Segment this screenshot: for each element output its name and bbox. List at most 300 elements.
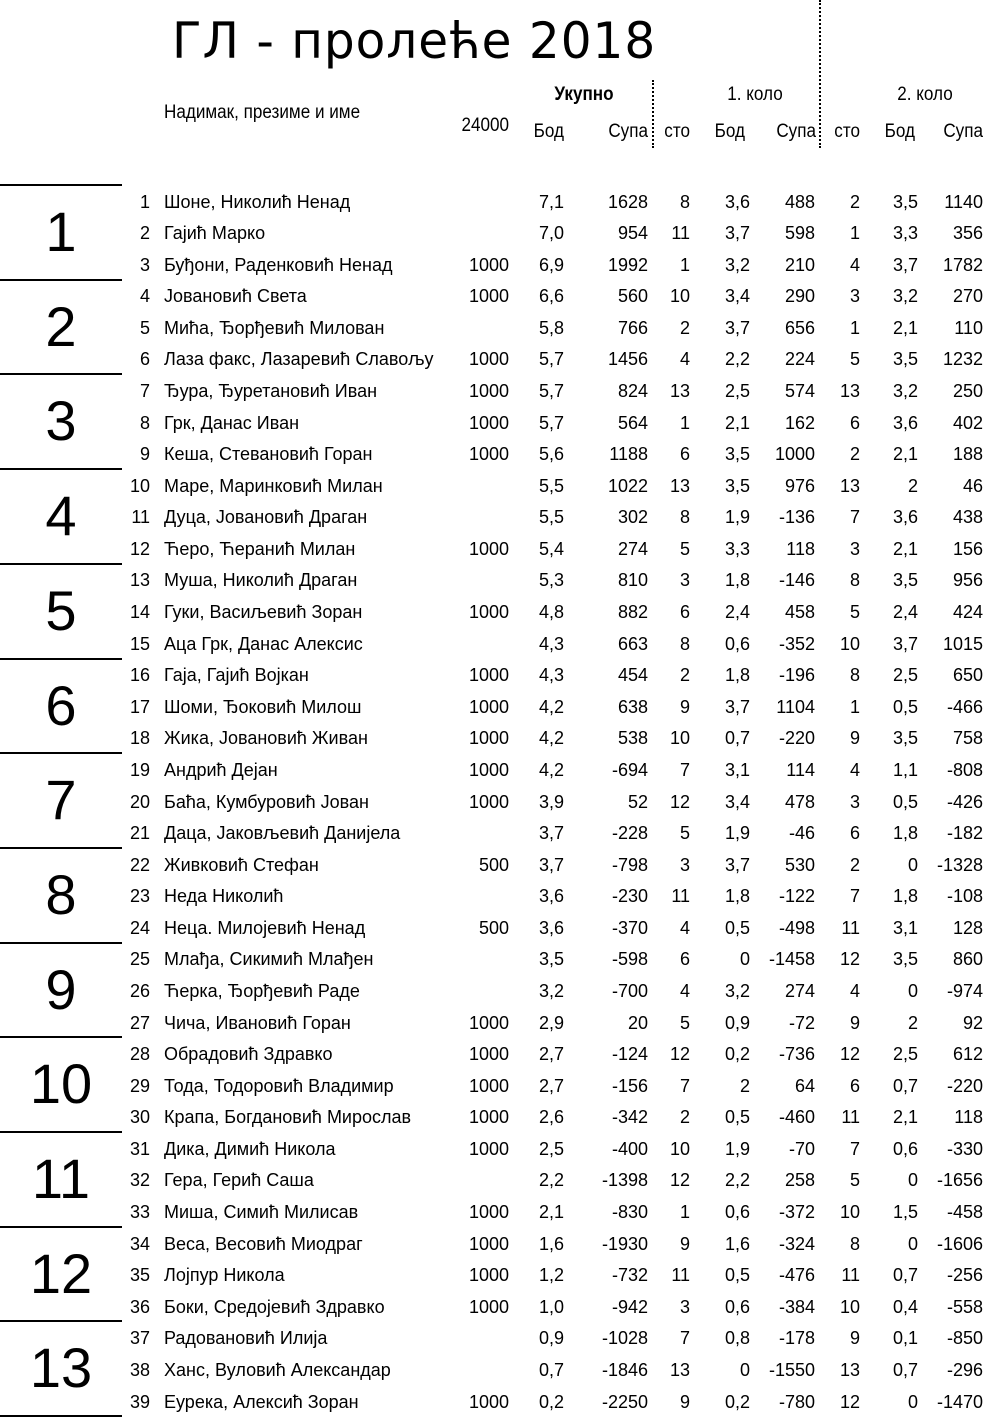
round1-points: 3,4 (724, 791, 750, 812)
round1-points: 2 (739, 1075, 750, 1096)
round2-soup: -808 (946, 759, 983, 780)
total-points: 6,6 (538, 286, 564, 307)
round2-table: 8 (849, 665, 860, 686)
total-soup: -1930 (601, 1233, 648, 1254)
header-round1-soup: Супа (776, 121, 816, 142)
round2-table: 11 (841, 1107, 860, 1128)
player-name: Јовановић Света (164, 286, 307, 307)
row-number: 29 (129, 1075, 150, 1096)
round1-soup: 64 (794, 1075, 815, 1096)
round1-soup: 210 (784, 254, 815, 275)
table-row (0, 439, 1001, 471)
round2-points: 3,3 (892, 223, 918, 244)
header-total-points: Бод (533, 121, 564, 142)
row-number: 38 (129, 1359, 150, 1380)
round2-points: 2,5 (892, 1044, 918, 1065)
round2-soup: -558 (946, 1296, 983, 1317)
round1-points: 1,6 (724, 1233, 750, 1254)
round2-table: 8 (849, 1233, 860, 1254)
round1-table: 13 (669, 475, 690, 496)
round1-points: 0,5 (724, 917, 750, 938)
total-points: 1,0 (538, 1296, 564, 1317)
page-title: ГЛ - пролеће 2018 (172, 12, 657, 70)
round2-table: 1 (849, 696, 860, 717)
row-number: 21 (129, 823, 150, 844)
total-points: 5,8 (538, 317, 564, 338)
player-name: Млађа, Сикимић Млађен (164, 949, 374, 970)
round2-table: 8 (849, 570, 860, 591)
round2-points: 2,1 (892, 1107, 918, 1128)
round2-points: 0,6 (892, 1138, 918, 1159)
player-name: Ћеро, Ћеранић Милан (164, 538, 356, 559)
round1-table: 7 (679, 759, 690, 780)
round1-table: 6 (679, 602, 690, 623)
total-points: 5,7 (538, 349, 564, 370)
round1-soup: -352 (778, 633, 815, 654)
row-number: 31 (129, 1138, 150, 1159)
round1-table: 11 (671, 886, 690, 907)
row-number: 39 (129, 1391, 150, 1412)
round2-points: 0 (907, 981, 918, 1001)
row-number: 3 (139, 254, 150, 275)
round1-table: 12 (669, 791, 690, 812)
round1-table: 1 (679, 412, 690, 433)
player-name: Гајић Марко (164, 223, 266, 244)
total-soup: -598 (611, 949, 648, 970)
total-points: 0,9 (538, 1328, 564, 1349)
round2-table: 2 (849, 444, 860, 465)
total-soup: 882 (617, 602, 648, 623)
round2-points: 1,8 (892, 886, 918, 907)
round2-soup: -1656 (936, 1170, 983, 1191)
row-number: 17 (129, 696, 150, 717)
table-row (0, 944, 1001, 976)
round2-soup: 758 (952, 728, 983, 749)
row-number: 14 (129, 602, 150, 623)
player-name: Баћа, Кумбуровић Јован (164, 791, 369, 812)
player-name: Андрић Дејан (164, 759, 278, 780)
total-soup: -700 (611, 981, 648, 1001)
round1-soup: 290 (784, 286, 815, 307)
total-points: 3,7 (538, 854, 564, 875)
total-points: 5,7 (538, 380, 564, 401)
total-soup: -798 (611, 854, 648, 875)
round1-table: 8 (679, 191, 690, 212)
row-number: 25 (129, 949, 150, 970)
table-row (0, 565, 1001, 597)
round2-soup: -426 (946, 791, 983, 812)
round2-table: 12 (839, 1391, 860, 1412)
total-soup: 824 (617, 380, 648, 401)
round1-table: 4 (679, 981, 690, 1001)
round2-soup: 250 (952, 380, 983, 401)
total-soup: 1456 (607, 349, 648, 370)
header-round2-points: Бод (884, 121, 915, 142)
round1-table: 5 (679, 823, 690, 844)
table-group-number: 11 (31, 1147, 91, 1210)
table-row (0, 344, 1001, 376)
round1-soup: 488 (784, 191, 815, 212)
round1-soup: -498 (778, 917, 815, 938)
entry-fee: 1000 (468, 602, 509, 623)
round2-soup: -974 (946, 981, 983, 1001)
entry-fee: 1000 (468, 791, 509, 812)
round2-table: 1 (849, 223, 860, 244)
table-row (0, 1102, 1001, 1134)
total-soup: 1992 (607, 254, 648, 275)
total-points: 4,2 (538, 696, 564, 717)
round1-points: 3,2 (724, 981, 750, 1001)
round1-table: 1 (679, 1202, 690, 1223)
round1-table: 4 (679, 349, 690, 370)
round2-points: 3,2 (892, 380, 918, 401)
row-number: 5 (139, 317, 150, 338)
table-row (0, 629, 1001, 661)
total-points: 5,5 (538, 507, 564, 528)
round1-soup: -70 (788, 1138, 815, 1159)
total-soup: -1028 (601, 1328, 648, 1349)
row-number: 12 (129, 538, 150, 559)
round2-table: 7 (849, 886, 860, 907)
round2-table: 7 (849, 507, 860, 528)
table-row (0, 313, 1001, 345)
table-group-number: 2 (45, 294, 77, 358)
round1-soup: -146 (778, 570, 815, 591)
round1-soup: 118 (786, 538, 815, 559)
entry-fee: 1000 (468, 254, 509, 275)
table-row (0, 850, 1001, 882)
round1-soup: 1104 (776, 696, 815, 717)
round2-soup: 356 (952, 223, 983, 244)
table-group-number: 4 (45, 484, 77, 548)
player-name: Дуца, Јовановић Драган (164, 507, 368, 528)
round1-points: 3,7 (724, 223, 750, 244)
round2-points: 1,5 (892, 1202, 918, 1223)
total-points: 3,7 (538, 823, 564, 844)
table-group-number: 9 (45, 957, 77, 1021)
total-points: 2,2 (538, 1170, 564, 1191)
total-points: 4,3 (538, 665, 564, 686)
round1-points: 0,7 (724, 728, 750, 749)
entry-fee: 1000 (468, 1202, 509, 1223)
round1-table: 2 (679, 665, 690, 686)
player-name: Мића, Ђорђевић Милован (164, 317, 385, 338)
round1-soup: 162 (784, 412, 815, 433)
round2-table: 5 (849, 602, 860, 623)
round1-soup: 114 (786, 759, 815, 780)
round2-table: 4 (849, 254, 860, 275)
total-soup: -942 (611, 1296, 648, 1317)
round1-soup: -372 (778, 1202, 815, 1223)
player-name: Неда Николић (164, 886, 284, 907)
player-name: Ћерка, Ђорђевић Раде (164, 981, 360, 1001)
round2-table: 2 (849, 854, 860, 875)
player-name: Даца, Јаковљевић Данијела (164, 823, 401, 844)
round1-table: 7 (679, 1075, 690, 1096)
player-name: Грк, Данас Иван (164, 412, 300, 433)
total-points: 5,7 (538, 412, 564, 433)
player-name: Гаја, Гајић Војкан (164, 665, 309, 686)
round1-points: 1,8 (724, 570, 750, 591)
table-row (0, 534, 1001, 566)
row-number: 24 (129, 917, 150, 938)
entry-fee: 1000 (468, 380, 509, 401)
round2-soup: -256 (946, 1265, 983, 1286)
round2-points: 3,7 (892, 633, 918, 654)
round1-points: 0,5 (724, 1107, 750, 1128)
round1-points: 0,6 (724, 1296, 750, 1317)
row-number: 8 (139, 412, 150, 433)
total-soup: 638 (617, 696, 648, 717)
player-name: Шоне, Николић Ненад (164, 191, 351, 212)
round2-soup: -296 (946, 1359, 983, 1380)
round2-soup: 1015 (942, 633, 983, 654)
round2-table: 10 (839, 633, 860, 654)
round1-points: 0,8 (724, 1328, 750, 1349)
round1-points: 3,3 (724, 538, 750, 559)
round2-table: 13 (839, 380, 860, 401)
round1-table: 3 (679, 570, 690, 591)
round1-table: 11 (671, 1265, 690, 1286)
row-number: 22 (129, 854, 150, 875)
total-soup: 564 (617, 412, 648, 433)
table-row (0, 408, 1001, 440)
header-round1-table: сто (664, 121, 690, 142)
round2-points: 2,5 (892, 665, 918, 686)
player-name: Неца. Милојевић Ненад (164, 917, 366, 938)
table-row (0, 1229, 1001, 1261)
round1-soup: 478 (784, 791, 815, 812)
round1-points: 1,8 (724, 665, 750, 686)
header-round1-group: 1. коло (727, 84, 783, 105)
table-row (0, 1008, 1001, 1040)
round1-soup: -136 (778, 507, 815, 528)
round1-soup: -1458 (768, 949, 815, 970)
round1-soup: 258 (784, 1170, 815, 1191)
round1-points: 2,5 (724, 380, 750, 401)
round2-table: 9 (849, 728, 860, 749)
round1-soup: -122 (778, 886, 815, 907)
entry-fee: 1000 (468, 759, 509, 780)
table-row (0, 376, 1001, 408)
round2-soup: -1328 (936, 854, 983, 875)
round2-soup: -1606 (936, 1233, 983, 1254)
row-number: 34 (129, 1233, 150, 1254)
round1-soup: -72 (788, 1012, 815, 1033)
table-row (0, 787, 1001, 819)
round2-table: 10 (839, 1296, 860, 1317)
round2-soup: -330 (946, 1138, 983, 1159)
round2-table: 4 (849, 759, 860, 780)
entry-fee: 1000 (468, 1233, 509, 1254)
round2-points: 0,5 (892, 696, 918, 717)
round1-table: 9 (679, 1233, 690, 1254)
player-name: Маре, Маринковић Милан (164, 475, 383, 496)
column-separator-round2 (819, 0, 821, 148)
total-soup: -732 (611, 1265, 648, 1286)
total-points: 3,9 (538, 791, 564, 812)
round2-table: 13 (839, 1359, 860, 1380)
round1-points: 0,5 (724, 1265, 750, 1286)
round2-table: 7 (849, 1138, 860, 1159)
total-soup: 52 (627, 791, 648, 812)
round2-soup: 110 (954, 317, 983, 338)
table-group-number: 1 (45, 200, 77, 263)
table-row (0, 755, 1001, 787)
round2-soup: 438 (952, 507, 983, 528)
round2-table: 3 (849, 538, 860, 559)
row-number: 37 (129, 1328, 150, 1349)
total-soup: -2250 (601, 1391, 648, 1412)
round2-table: 11 (841, 917, 860, 938)
round2-soup: -220 (946, 1075, 983, 1096)
row-number: 20 (129, 791, 150, 812)
round1-points: 3,2 (724, 254, 750, 275)
table-group-number: 8 (45, 862, 77, 926)
round2-soup: 1782 (942, 254, 983, 275)
round1-points: 2,2 (724, 1170, 750, 1191)
round2-points: 3,5 (892, 949, 918, 970)
row-number: 7 (139, 380, 150, 401)
round2-table: 2 (849, 191, 860, 212)
table-row (0, 250, 1001, 282)
entry-fee: 1000 (468, 538, 509, 559)
total-soup: -124 (611, 1044, 648, 1065)
round2-table: 6 (849, 1075, 860, 1096)
row-number: 10 (129, 475, 150, 496)
round2-points: 0 (907, 854, 918, 875)
entry-fee: 1000 (468, 349, 509, 370)
round2-points: 2,4 (892, 602, 918, 623)
round1-soup: 656 (784, 317, 815, 338)
table-group-number: 5 (45, 578, 77, 642)
header-fee-total: 24000 (461, 115, 509, 136)
round2-soup: 188 (952, 444, 983, 465)
round1-soup: -780 (778, 1391, 815, 1412)
table-row (0, 1071, 1001, 1103)
total-points: 2,6 (538, 1107, 564, 1128)
round2-points: 2,1 (892, 444, 918, 465)
player-name: Гуки, Васиљевић Зоран (164, 602, 363, 623)
row-number: 4 (139, 286, 150, 307)
entry-fee: 1000 (468, 728, 509, 749)
round1-points: 0,9 (724, 1012, 750, 1033)
round2-points: 0,7 (892, 1075, 918, 1096)
row-number: 16 (129, 665, 150, 686)
total-soup: -370 (611, 917, 648, 938)
table-group-number: 7 (45, 768, 77, 832)
player-name: Крапа, Богдановић Мирослав (164, 1107, 412, 1128)
round1-points: 3,7 (724, 317, 750, 338)
row-number: 6 (139, 349, 150, 370)
round1-table: 2 (679, 317, 690, 338)
round2-points: 0,7 (892, 1265, 918, 1286)
table-row (0, 187, 1001, 219)
round1-soup: 274 (784, 981, 815, 1001)
total-soup: -830 (611, 1202, 648, 1223)
round1-table: 10 (669, 1138, 690, 1159)
total-points: 6,9 (538, 254, 564, 275)
round1-table: 8 (679, 633, 690, 654)
round1-table: 10 (669, 286, 690, 307)
round1-points: 2,1 (724, 412, 750, 433)
round2-points: 3,5 (892, 191, 918, 212)
round1-soup: -1550 (768, 1359, 815, 1380)
round2-soup: 128 (952, 917, 983, 938)
player-name: Радовановић Илија (164, 1328, 328, 1349)
row-number: 28 (129, 1044, 150, 1065)
player-name: Муша, Николић Драган (164, 570, 358, 591)
row-number: 26 (129, 981, 150, 1001)
total-soup: 20 (627, 1012, 648, 1033)
round2-soup: 156 (952, 538, 983, 559)
total-points: 2,5 (538, 1138, 564, 1159)
total-soup: -1846 (601, 1359, 648, 1380)
round2-points: 3,2 (892, 286, 918, 307)
header-round2-group: 2. коло (897, 84, 953, 105)
player-name: Лаза факс, Лазаревић Славољу (164, 349, 434, 370)
row-number: 36 (129, 1296, 150, 1317)
table-row (0, 723, 1001, 755)
column-separator-round1 (652, 80, 654, 148)
round2-points: 2,1 (892, 317, 918, 338)
table-row (0, 913, 1001, 945)
player-name: Боки, Средојевић Здравко (164, 1296, 385, 1317)
round2-soup: -1470 (936, 1391, 983, 1412)
player-name: Тода, Тодоровић Владимир (164, 1075, 394, 1096)
round1-table: 4 (679, 917, 690, 938)
table-row (0, 660, 1001, 692)
entry-fee: 1000 (468, 665, 509, 686)
round2-points: 2 (907, 1012, 918, 1033)
round1-soup: -736 (778, 1044, 815, 1065)
round1-table: 5 (679, 538, 690, 559)
round1-table: 6 (679, 444, 690, 465)
total-soup: 663 (617, 633, 648, 654)
row-number: 1 (139, 191, 150, 212)
round1-points: 3,7 (724, 854, 750, 875)
player-name: Дика, Димић Никола (164, 1138, 336, 1159)
round2-points: 0,1 (892, 1328, 918, 1349)
round1-soup: 976 (784, 475, 815, 496)
table-row (0, 1260, 1001, 1292)
total-points: 5,3 (538, 570, 564, 591)
round1-table: 12 (669, 1044, 690, 1065)
round2-soup: 956 (952, 570, 983, 591)
table-row (0, 881, 1001, 913)
round2-table: 10 (839, 1202, 860, 1223)
total-soup: 810 (617, 570, 648, 591)
round1-points: 3,5 (724, 444, 750, 465)
round1-points: 1,9 (724, 507, 750, 528)
total-points: 4,8 (538, 602, 564, 623)
round1-soup: -476 (778, 1265, 815, 1286)
round2-points: 3,5 (892, 349, 918, 370)
header-round2-soup: Супа (943, 121, 983, 142)
total-soup: 274 (617, 538, 648, 559)
round1-points: 0,2 (724, 1044, 750, 1065)
round2-soup: -466 (946, 696, 983, 717)
total-points: 4,3 (538, 633, 564, 654)
round1-table: 13 (669, 380, 690, 401)
total-points: 1,6 (538, 1233, 564, 1254)
header-round2-table: сто (834, 121, 860, 142)
total-points: 3,5 (538, 949, 564, 970)
entry-fee: 1000 (468, 444, 509, 465)
table-row (0, 818, 1001, 850)
total-soup: 1628 (607, 191, 648, 212)
round1-soup: 1000 (774, 444, 815, 465)
